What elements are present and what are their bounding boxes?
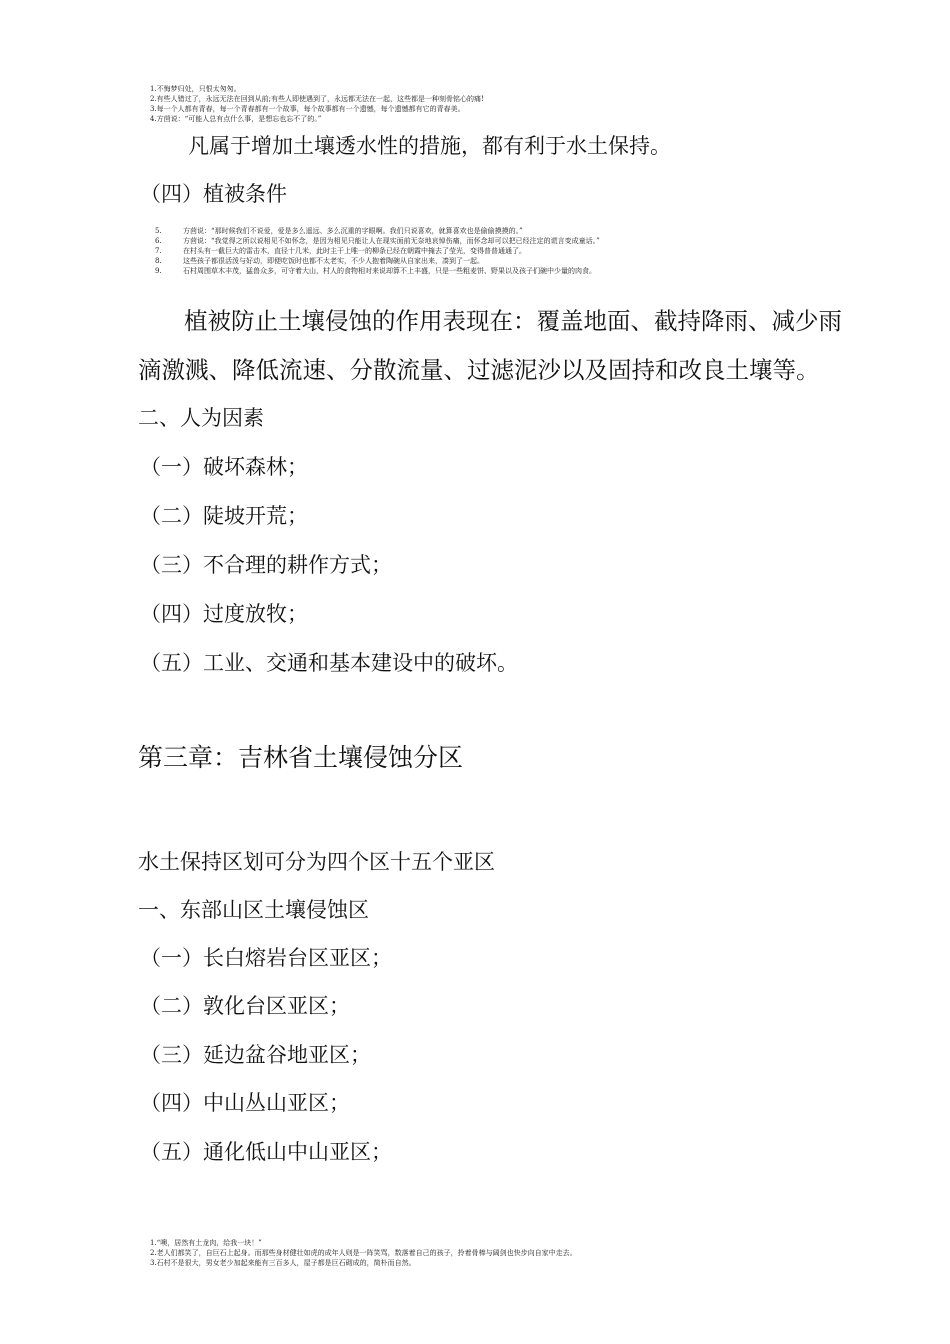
mid-notes	[155, 226, 600, 276]
subzone-item: （四）中山丛山亚区；	[140, 1091, 350, 1115]
subzone-item: （五）通化低山中山亚区；	[140, 1140, 392, 1164]
human-factor-item: （三）不合理的耕作方式；	[140, 553, 392, 577]
note-line	[155, 236, 600, 246]
vegetation-paragraph-line-1: 植被防止土壤侵蚀的作用表现在：覆盖地面、截持降雨、减少雨	[184, 307, 842, 335]
permeability-sentence: 凡属于增加土壤透水性的措施，都有利于水土保持。	[188, 134, 671, 158]
vegetation-paragraph-line-2: 滴激溅、降低流速、分散流量、过滤泥沙以及固持和改良土壤等。	[138, 356, 820, 384]
subzone-item: （三）延边盆谷地亚区；	[140, 1043, 371, 1067]
note-text: 方茴说：“那时候我们不说爱，爱是多么遥远、多么沉重的字眼啊。我们只说喜欢，就算喜欢也是偷偷摸摸的。”	[183, 227, 523, 235]
human-factor-item: （一）破坏森林；	[140, 455, 308, 479]
subzone-item: （一）长白熔岩台区亚区；	[140, 946, 392, 970]
note-text: 这些孩子都很活泼与好动，即便吃饭时也都不太老实，不少人抱着陶碗从自家出来，凑到了一起。	[183, 257, 484, 265]
note-line: 1.不悔梦归处，只恨太匆匆。	[150, 85, 241, 93]
note-line	[155, 256, 600, 266]
section-heading-human-factors: 二、人为因素	[138, 406, 264, 430]
section-heading-vegetation: （四）植被条件	[140, 182, 287, 206]
human-factor-item: （二）陡坡开荒；	[140, 504, 308, 528]
bottom-notes	[150, 1238, 577, 1268]
note-number: 8.	[155, 257, 162, 265]
note-number: 7.	[155, 247, 162, 255]
note-line	[155, 266, 600, 276]
top-notes	[150, 84, 484, 124]
note-text: 石村周围草木丰茂，猛兽众多，可守着大山，村人的食物相对来说却算不上丰盛，只是一些粗麦饼、野果以及孩子们碗中少量的肉食。	[183, 267, 596, 275]
note-line	[155, 246, 600, 256]
human-factor-item: （五）工业、交通和基本建设中的破坏。	[140, 651, 518, 675]
note-text: 方茴说：“我觉得之所以说相见不如怀念，是因为相见只能让人在现实面前无奈地哀悼伤痛，而怀念却可以把已经注定的谎言变成童话。”	[183, 237, 600, 245]
chapter-title: 第三章：吉林省土壤侵蚀分区	[138, 743, 464, 772]
note-line: 1.“噢，居然有土龙肉，给我一块！”	[150, 1239, 262, 1247]
note-number: 6.	[155, 237, 162, 245]
note-line: 2.老人们都笑了，自巨石上起身。而那些身材健壮如虎的成年人则是一阵笑骂，数落着自己的孩子，拎着骨棒与阔剑也快步向自家中走去。	[150, 1249, 577, 1257]
note-number: 5.	[155, 227, 162, 235]
note-number: 9.	[155, 267, 162, 275]
note-line: 3.每一个人都有青春，每一个青春都有一个故事，每个故事都有一个遗憾，每个遗憾都有它的青春美。	[150, 105, 465, 113]
note-line: 2.有些人错过了，永远无法在回到从前;有些人即使遇到了，永远都无法在一起，这些都是一种刻骨铭心的痛!	[150, 95, 484, 103]
note-text: 在村头有一截巨大的雷击木，直径十几米，此时主干上唯一的柳条已经在朝霞中掩去了莹光，变得普普通通了。	[183, 247, 526, 255]
note-line: 4.方茴说：“可能人总有点什么事，是想忘也忘不了的。”	[150, 115, 322, 123]
note-line	[155, 226, 600, 236]
human-factor-item: （四）过度放牧；	[140, 602, 308, 626]
note-line: 3.石村不是很大，男女老少加起来能有三百多人，屋子都是巨石砌成的，简朴而自然。	[150, 1259, 416, 1267]
zoning-intro: 水土保持区划可分为四个区十五个亚区	[138, 850, 495, 874]
subzone-item: （二）敦化台区亚区；	[140, 994, 350, 1018]
zone-heading-east: 一、东部山区土壤侵蚀区	[138, 898, 369, 922]
